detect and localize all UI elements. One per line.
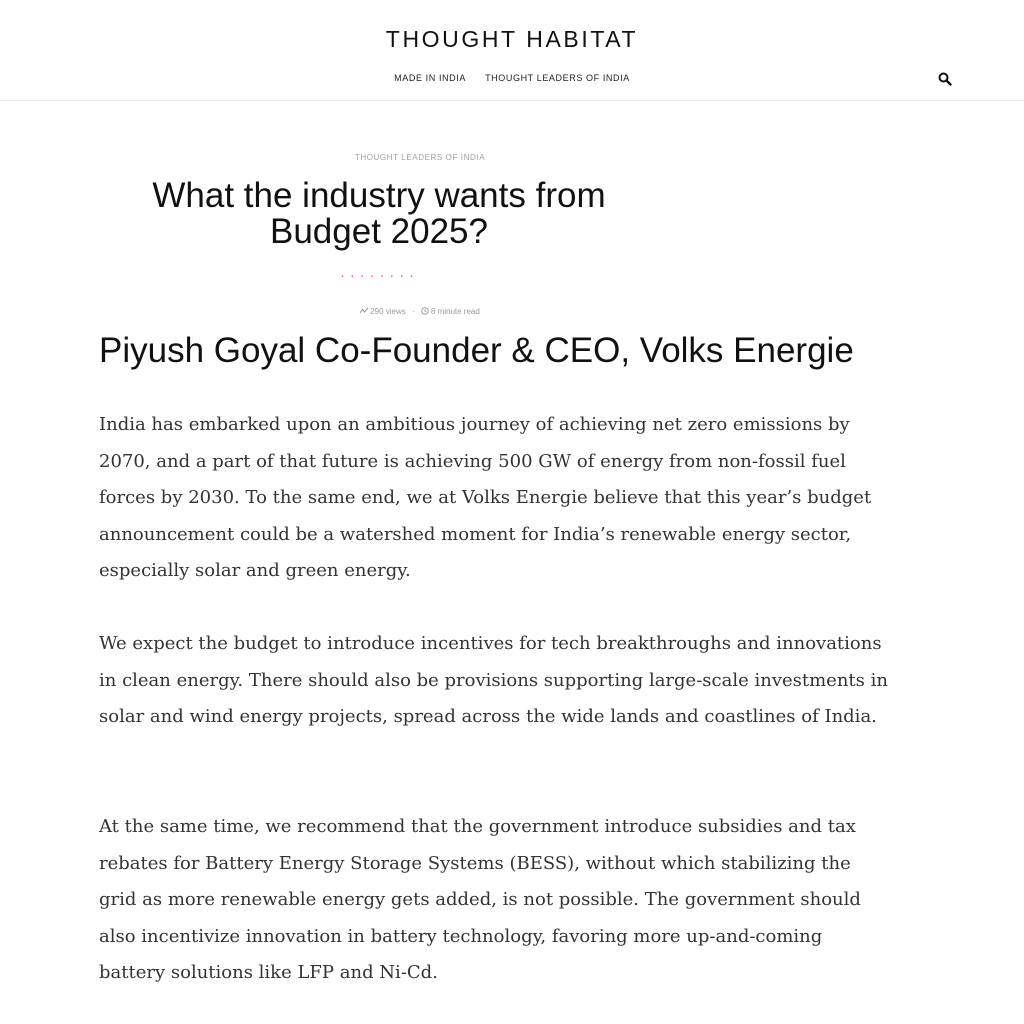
article-paragraph: At the same time, we recommend that the government introduce subsidies and tax rebates for Battery Energy Storage Systems (BESS), without which stabilizing the grid as more renewable energy gets added, is not possible. The government should also incentivize innovation in battery technology, favoring more up-and-coming battery solutions like LFP and Ni-Cd. (99, 816, 861, 983)
title-divider: ........ (340, 264, 420, 280)
article-paragraph: We expect the budget to introduce incentives for tech breakthroughs and innovations in clean energy. There should also be provisions supporting large-scale investments in solar and wind energy projects, spread across the wide lands and coastlines of India. (99, 633, 888, 727)
views-icon (360, 307, 368, 315)
clock-icon (421, 307, 429, 315)
article-paragraph: India has embarked upon an ambitious journey of achieving net zero emissions by 2070, and a part of that future is achieving 500 GW of energy from non-fossil fuel forces by 2030. To the same end, we at Volks Energie believe that this year’s budget announcement could be a watershed moment for India’s renewable energy sector, especially solar and green energy. (99, 414, 872, 581)
nav-item-thought-leaders-of-india[interactable]: THOUGHT LEADERS OF INDIA (485, 73, 630, 83)
search-button[interactable] (937, 71, 953, 87)
meta-separator: · (411, 307, 415, 316)
main-nav (0, 73, 1024, 83)
article-title: What the industry wants from Budget 2025? (152, 176, 606, 251)
site-title-link[interactable]: THOUGHT HABITAT (385, 26, 639, 52)
views-count: 290 views (370, 307, 406, 316)
article-meta (260, 307, 580, 316)
read-time: 8 minute read (430, 307, 480, 316)
article-category-link[interactable]: THOUGHT LEADERS OF INDIA (354, 153, 486, 162)
nav-item-made-in-india[interactable]: MADE IN INDIA (394, 73, 466, 83)
search-icon (937, 71, 953, 87)
site-header (0, 0, 1024, 101)
article-subheading: Piyush Goyal Co-Founder & CEO, Volks Energie (99, 331, 854, 370)
